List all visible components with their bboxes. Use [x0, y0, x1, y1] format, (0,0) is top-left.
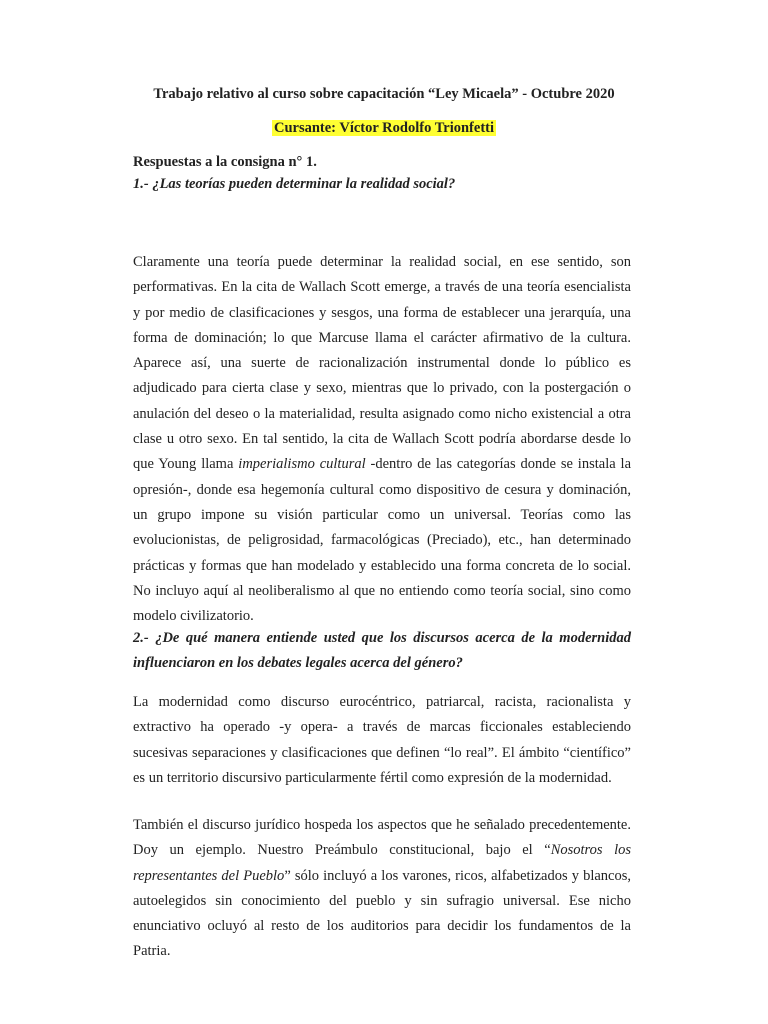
answer-paragraph-1	[133, 250, 631, 629]
document-title: Trabajo relativo al curso sobre capacitación “Ley Micaela” - Octubre 2020	[153, 86, 615, 102]
section-heading: Respuestas a la consigna n° 1.	[133, 154, 317, 170]
answer-paragraph-3	[133, 813, 631, 965]
student-name-highlight: Cursante: Víctor Rodolfo Trionfetti	[273, 120, 495, 136]
paragraph-1-italic: imperialismo cultural	[238, 456, 366, 473]
paragraph-3-text-a: También el discurso jurídico hospeda los aspectos que he señalado precedentemente. Doy un ejemplo. Nuestro Preámbulo constitucional, bajo el “	[133, 817, 631, 859]
question-2: 2.- ¿De qué manera entiende usted que los discursos acerca de la modernidad influenciaron en los debates legales acerca del género?	[133, 630, 631, 671]
paragraph-3-text-b: ” sólo incluyó a los varones, ricos, alfabetizados y blancos, autoelegidos sin conocimiento del pueblo y sin sufragio universal. Ese nicho enunciativo ocluyó al resto de los auditorios para decidir los fundamentos de la Patria.	[133, 867, 631, 960]
paragraph-1-text-b: -dentro de las categorías donde se instala la opresión-, donde esa hegemonía cultural como dispositivo de cesura y dominación, un grupo impone su visión particular como un universal. Teorías como las evolucionistas, de peligrosidad, farmacológicas (Preciado), etc., han determinado prácticas y formas que han modelado y establecido una forma concreta de lo social. No incluyo aquí al neoliberalismo al que no entiendo como teoría social, sino como modelo civilizatorio.	[133, 456, 632, 625]
question-1: 1.- ¿Las teorías pueden determinar la realidad social?	[133, 176, 456, 192]
student-line	[0, 118, 768, 138]
paragraph-1-text-a: Claramente una teoría puede determinar la realidad social, en ese sentido, son performativas. En la cita de Wallach Scott emerge, a través de una teoría esencialista y por medio de clasificaciones y sesgos, una forma de establecer una jerarquía, una forma de dominación; lo que Marcuse llama el carácter afirmativo de la cultura. Aparece así, una suerte de racionalización instrumental donde lo público es adjudicado para cierta clase y sexo, mientras que lo privado, con la postergación o anulación del deseo o la materialidad, resulta asignado como nicho existencial a otra clase u otro sexo. En tal sentido, la cita de Wallach Scott podría abordarse desde lo que Young llama	[133, 254, 631, 473]
paragraph-3-italic: Nosotros los representantes del Pueblo	[133, 842, 631, 884]
answer-paragraph-2: La modernidad como discurso eurocéntrico, patriarcal, racista, racionalista y extractivo ha operado -y opera- a través de marcas ficcionales estableciendo sucesivas separaciones y clasificaciones que definen “lo real”. El ámbito “científico” es un territorio discursivo particularmente fértil como expresión de la modernidad.	[133, 694, 631, 786]
